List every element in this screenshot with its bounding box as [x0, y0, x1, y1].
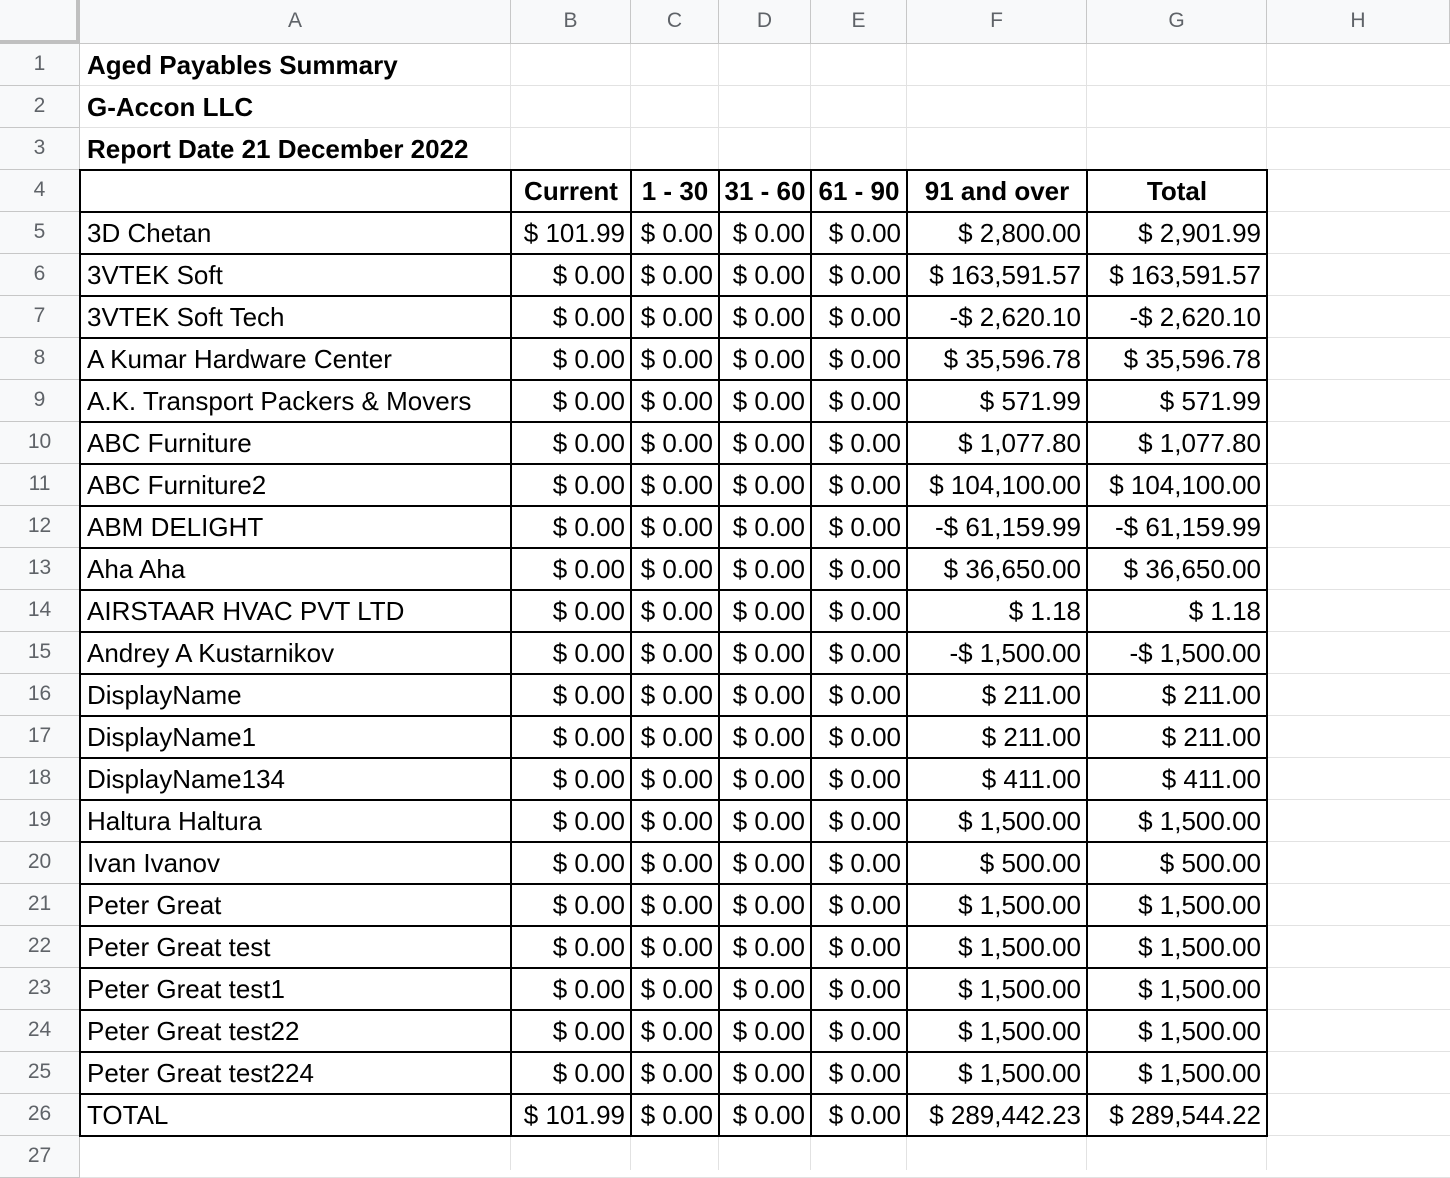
amount-cell[interactable]: $ 0.00	[640, 470, 713, 500]
table-border	[80, 673, 1268, 675]
amount-cell[interactable]: $ 0.00	[640, 218, 713, 248]
amount-cell[interactable]: $ 0.00	[552, 554, 625, 584]
table-border	[510, 169, 512, 1137]
vendor-name-cell[interactable]: 3D Chetan	[87, 218, 212, 248]
table-border	[80, 379, 1268, 381]
table-border	[80, 1135, 1268, 1137]
amount-cell[interactable]: $ 500.00	[979, 848, 1081, 878]
amount-cell[interactable]: $ 0.00	[640, 764, 713, 794]
amount-cell[interactable]: $ 0.00	[640, 932, 713, 962]
amount-cell[interactable]: $ 0.00	[828, 260, 901, 290]
amount-cell[interactable]: $ 0.00	[732, 1016, 805, 1046]
vendor-name-cell[interactable]: A Kumar Hardware Center	[87, 344, 392, 374]
amount-cell[interactable]: $ 1,077.80	[958, 428, 1081, 458]
amount-cell[interactable]: $ 1.18	[1008, 596, 1081, 626]
amount-cell[interactable]: $ 0.00	[828, 344, 901, 374]
table-border	[1266, 169, 1268, 1137]
amount-cell[interactable]: $ 0.00	[732, 932, 805, 962]
table-border	[1086, 169, 1088, 1137]
amount-cell[interactable]: $ 35,596.78	[943, 344, 1081, 374]
amount-cell[interactable]: $ 0.00	[732, 386, 805, 416]
amount-cell[interactable]: $ 0.00	[552, 344, 625, 374]
column-header-c[interactable]: C	[631, 0, 719, 44]
row-header-24[interactable]: 24	[0, 1010, 80, 1052]
amount-cell[interactable]: $ 0.00	[552, 722, 625, 752]
amount-cell[interactable]: $ 0.00	[640, 680, 713, 710]
amount-cell[interactable]: $ 1,500.00	[1138, 1016, 1261, 1046]
amount-cell[interactable]: $ 0.00	[552, 638, 625, 668]
amount-cell[interactable]: $ 2,800.00	[958, 218, 1081, 248]
vendor-name-cell[interactable]: Peter Great test22	[87, 1016, 300, 1046]
amount-cell[interactable]: $ 411.00	[1161, 764, 1261, 794]
amount-cell[interactable]: $ 0.00	[828, 680, 901, 710]
table-border	[80, 1093, 1268, 1095]
row-header-5[interactable]: 5	[0, 212, 80, 254]
table-border	[80, 841, 1268, 843]
amount-cell[interactable]: $ 211.00	[981, 722, 1081, 752]
row-header-15[interactable]: 15	[0, 632, 80, 674]
amount-cell[interactable]: $ 0.00	[828, 302, 901, 332]
report-date[interactable]: Report Date 21 December 2022	[87, 134, 469, 164]
amount-cell[interactable]: $ 0.00	[640, 596, 713, 626]
amount-cell[interactable]: $ 0.00	[732, 722, 805, 752]
column-header-b[interactable]: B	[511, 0, 631, 44]
amount-cell[interactable]: -$ 1,500.00	[1129, 638, 1261, 668]
table-border	[630, 169, 632, 1137]
amount-cell[interactable]: $ 0.00	[828, 428, 901, 458]
amount-cell[interactable]: $ 0.00	[732, 638, 805, 668]
vendor-name-cell[interactable]: A.K. Transport Packers & Movers	[87, 386, 472, 416]
report-title[interactable]: Aged Payables Summary	[87, 50, 398, 80]
amount-cell[interactable]: $ 104,100.00	[1109, 470, 1261, 500]
vendor-name-cell[interactable]: ABC Furniture2	[87, 470, 267, 500]
amount-cell[interactable]: $ 0.00	[552, 386, 625, 416]
amount-cell[interactable]: $ 1,500.00	[958, 1016, 1081, 1046]
amount-cell[interactable]: $ 36,650.00	[1123, 554, 1261, 584]
amount-cell[interactable]: $ 0.00	[828, 1016, 901, 1046]
table-border	[906, 169, 908, 1137]
amount-cell[interactable]: $ 0.00	[640, 512, 713, 542]
select-all-corner[interactable]	[0, 0, 80, 44]
amount-cell[interactable]: $ 211.00	[1161, 680, 1261, 710]
amount-cell[interactable]: $ 0.00	[732, 554, 805, 584]
vendor-name-cell[interactable]: 3VTEK Soft Tech	[87, 302, 285, 332]
amount-cell[interactable]: $ 0.00	[552, 512, 625, 542]
row-header-8[interactable]: 8	[0, 338, 80, 380]
amount-cell[interactable]: $ 0.00	[552, 932, 625, 962]
row-header-19[interactable]: 19	[0, 800, 80, 842]
amount-cell[interactable]: $ 1,500.00	[958, 890, 1081, 920]
amount-cell[interactable]: $ 0.00	[828, 764, 901, 794]
amount-cell[interactable]: $ 0.00	[552, 302, 625, 332]
amount-cell[interactable]: $ 0.00	[828, 470, 901, 500]
table-header-3[interactable]: 31 - 60	[724, 176, 806, 206]
amount-cell[interactable]: $ 0.00	[552, 680, 625, 710]
vendor-name-cell[interactable]: DisplayName134	[87, 764, 285, 794]
amount-cell[interactable]: $ 0.00	[828, 722, 901, 752]
amount-cell[interactable]: $ 0.00	[828, 974, 901, 1004]
row-header-26[interactable]: 26	[0, 1094, 80, 1136]
column-header-f[interactable]: F	[907, 0, 1087, 44]
amount-cell[interactable]: $ 0.00	[828, 512, 901, 542]
amount-cell[interactable]: $ 0.00	[552, 890, 625, 920]
table-border	[80, 169, 1268, 171]
vendor-name-cell[interactable]: Ivan Ivanov	[87, 848, 220, 878]
column-header-e[interactable]: E	[811, 0, 907, 44]
amount-cell[interactable]: $ 1,500.00	[958, 932, 1081, 962]
amount-cell[interactable]: $ 1,500.00	[1138, 806, 1261, 836]
amount-cell[interactable]: $ 0.00	[732, 218, 805, 248]
amount-cell[interactable]: $ 0.00	[640, 638, 713, 668]
table-border	[80, 883, 1268, 885]
table-border	[810, 169, 812, 1137]
amount-cell[interactable]: $ 1,077.80	[1138, 428, 1261, 458]
amount-cell[interactable]: $ 0.00	[552, 1058, 625, 1088]
amount-cell[interactable]: $ 0.00	[828, 596, 901, 626]
table-header-2[interactable]: 1 - 30	[641, 176, 709, 206]
vendor-name-cell[interactable]: DisplayName1	[87, 722, 257, 752]
amount-cell[interactable]: $ 0.00	[828, 1058, 901, 1088]
row-header-23[interactable]: 23	[0, 968, 80, 1010]
table-header-0[interactable]	[80, 170, 511, 212]
amount-cell[interactable]: $ 0.00	[732, 890, 805, 920]
amount-cell[interactable]: $ 289,442.23	[929, 1100, 1081, 1130]
amount-cell[interactable]: $ 500.00	[1159, 848, 1261, 878]
amount-cell[interactable]: $ 1,500.00	[958, 974, 1081, 1004]
row-header-4[interactable]: 4	[0, 170, 80, 212]
amount-cell[interactable]: -$ 1,500.00	[949, 638, 1081, 668]
row-header-2[interactable]: 2	[0, 86, 80, 128]
amount-cell[interactable]: $ 1.18	[1188, 596, 1261, 626]
amount-cell[interactable]: $ 0.00	[732, 1058, 805, 1088]
amount-cell[interactable]: $ 0.00	[640, 890, 713, 920]
row-header-6[interactable]: 6	[0, 254, 80, 296]
amount-cell[interactable]: $ 0.00	[732, 470, 805, 500]
amount-cell[interactable]: $ 104,100.00	[929, 470, 1081, 500]
amount-cell[interactable]: $ 0.00	[732, 806, 805, 836]
amount-cell[interactable]: $ 1,500.00	[1138, 1058, 1261, 1088]
amount-cell[interactable]: $ 1,500.00	[958, 806, 1081, 836]
amount-cell[interactable]: $ 101.99	[523, 1100, 625, 1130]
amount-cell[interactable]: $ 0.00	[640, 344, 713, 374]
amount-cell[interactable]: $ 0.00	[828, 806, 901, 836]
amount-cell[interactable]: $ 0.00	[828, 932, 901, 962]
row-header-3[interactable]: 3	[0, 128, 80, 170]
amount-cell[interactable]: $ 411.00	[981, 764, 1081, 794]
amount-cell[interactable]: $ 0.00	[640, 554, 713, 584]
amount-cell[interactable]: $ 1,500.00	[1138, 890, 1261, 920]
table-border	[80, 967, 1268, 969]
amount-cell[interactable]: $ 571.99	[979, 386, 1081, 416]
amount-cell[interactable]: $ 1,500.00	[1138, 932, 1261, 962]
amount-cell[interactable]: $ 163,591.57	[929, 260, 1081, 290]
table-border	[80, 715, 1268, 717]
row-header-11[interactable]: 11	[0, 464, 80, 506]
vendor-name-cell[interactable]: Peter Great	[87, 890, 222, 920]
amount-cell[interactable]: $ 0.00	[552, 974, 625, 1004]
table-header-5[interactable]: 91 and over	[924, 176, 1070, 206]
vendor-name-cell[interactable]: Aha Aha	[87, 554, 186, 584]
vendor-name-cell[interactable]: Andrey A Kustarnikov	[87, 638, 335, 668]
row-header-20[interactable]: 20	[0, 842, 80, 884]
amount-cell[interactable]: $ 0.00	[640, 1100, 713, 1130]
amount-cell[interactable]: $ 35,596.78	[1123, 344, 1261, 374]
amount-cell[interactable]: $ 289,544.22	[1109, 1100, 1261, 1130]
row-header-7[interactable]: 7	[0, 296, 80, 338]
amount-cell[interactable]: $ 1,500.00	[958, 1058, 1081, 1088]
amount-cell[interactable]: $ 101.99	[523, 218, 625, 248]
row-header-13[interactable]: 13	[0, 548, 80, 590]
table-border	[80, 505, 1268, 507]
amount-cell[interactable]: $ 0.00	[640, 722, 713, 752]
amount-cell[interactable]: $ 0.00	[552, 596, 625, 626]
table-border	[80, 589, 1268, 591]
amount-cell[interactable]: $ 163,591.57	[1109, 260, 1261, 290]
vendor-name-cell[interactable]: ABC Furniture	[87, 428, 252, 458]
amount-cell[interactable]: $ 571.99	[1159, 386, 1261, 416]
amount-cell[interactable]: $ 2,901.99	[1138, 218, 1261, 248]
column-header-g[interactable]: G	[1087, 0, 1267, 44]
table-border	[80, 337, 1268, 339]
table-border	[80, 631, 1268, 633]
amount-cell[interactable]: $ 0.00	[828, 554, 901, 584]
amount-cell[interactable]: $ 0.00	[732, 680, 805, 710]
amount-cell[interactable]: $ 0.00	[640, 806, 713, 836]
table-header-4[interactable]: 61 - 90	[818, 176, 900, 206]
amount-cell[interactable]: $ 0.00	[732, 260, 805, 290]
amount-cell[interactable]: $ 0.00	[640, 974, 713, 1004]
amount-cell[interactable]: $ 0.00	[640, 386, 713, 416]
row-header-14[interactable]: 14	[0, 590, 80, 632]
amount-cell[interactable]: $ 0.00	[552, 1016, 625, 1046]
amount-cell[interactable]: $ 1,500.00	[1138, 974, 1261, 1004]
amount-cell[interactable]: $ 0.00	[732, 848, 805, 878]
amount-cell[interactable]: $ 0.00	[732, 1100, 805, 1130]
row-header-1[interactable]: 1	[0, 44, 80, 86]
amount-cell[interactable]: $ 0.00	[828, 1100, 901, 1130]
amount-cell[interactable]: $ 0.00	[640, 1016, 713, 1046]
vendor-name-cell[interactable]: Peter Great test	[87, 932, 271, 962]
table-border	[80, 925, 1268, 927]
vendor-name-cell[interactable]: Haltura Haltura	[87, 806, 262, 836]
table-border	[80, 547, 1268, 549]
amount-cell[interactable]: $ 0.00	[552, 806, 625, 836]
table-header-1[interactable]: Current	[524, 176, 618, 206]
table-border	[79, 169, 81, 1137]
table-border	[80, 421, 1268, 423]
row-header-21[interactable]: 21	[0, 884, 80, 926]
table-border	[80, 211, 1268, 213]
amount-cell[interactable]: $ 0.00	[828, 386, 901, 416]
amount-cell[interactable]: $ 0.00	[828, 638, 901, 668]
amount-cell[interactable]: $ 0.00	[552, 470, 625, 500]
amount-cell[interactable]: $ 0.00	[640, 302, 713, 332]
amount-cell[interactable]: $ 0.00	[640, 260, 713, 290]
amount-cell[interactable]: $ 211.00	[981, 680, 1081, 710]
amount-cell[interactable]: -$ 2,620.10	[1129, 302, 1261, 332]
amount-cell[interactable]: $ 0.00	[640, 428, 713, 458]
vendor-name-cell[interactable]: Peter Great test1	[87, 974, 285, 1004]
vendor-name-cell[interactable]: AIRSTAAR HVAC PVT LTD	[87, 596, 405, 626]
amount-cell[interactable]: $ 0.00	[732, 974, 805, 1004]
amount-cell[interactable]: $ 0.00	[732, 512, 805, 542]
row-header-9[interactable]: 9	[0, 380, 80, 422]
amount-cell[interactable]: $ 0.00	[732, 596, 805, 626]
vendor-name-cell[interactable]: TOTAL	[87, 1100, 169, 1130]
amount-cell[interactable]: $ 36,650.00	[943, 554, 1081, 584]
amount-cell[interactable]: $ 0.00	[552, 764, 625, 794]
amount-cell[interactable]: $ 0.00	[732, 764, 805, 794]
row-header-27[interactable]: 27	[0, 1136, 80, 1178]
amount-cell[interactable]: $ 0.00	[552, 848, 625, 878]
company-name[interactable]: G-Accon LLC	[87, 92, 254, 122]
amount-cell[interactable]: $ 0.00	[552, 260, 625, 290]
table-header-6[interactable]: Total	[1146, 176, 1208, 206]
vendor-name-cell[interactable]: Peter Great test224	[87, 1058, 314, 1088]
row-header-18[interactable]: 18	[0, 758, 80, 800]
row-header-25[interactable]: 25	[0, 1052, 80, 1094]
amount-cell[interactable]: $ 0.00	[640, 848, 713, 878]
column-header-a[interactable]: A	[80, 0, 511, 44]
row-header-22[interactable]: 22	[0, 926, 80, 968]
table-border	[80, 295, 1268, 297]
table-border	[80, 757, 1268, 759]
column-header-h[interactable]: H	[1267, 0, 1450, 44]
amount-cell[interactable]: $ 0.00	[828, 890, 901, 920]
amount-cell[interactable]: -$ 61,159.99	[934, 512, 1081, 542]
amount-cell[interactable]: $ 0.00	[732, 302, 805, 332]
table-border	[80, 1051, 1268, 1053]
table-border	[80, 1009, 1268, 1011]
column-header-d[interactable]: D	[719, 0, 811, 44]
amount-cell[interactable]: -$ 2,620.10	[949, 302, 1081, 332]
amount-cell[interactable]: $ 0.00	[552, 428, 625, 458]
amount-cell[interactable]: -$ 61,159.99	[1114, 512, 1261, 542]
vendor-name-cell[interactable]: DisplayName	[87, 680, 242, 710]
row-header-16[interactable]: 16	[0, 674, 80, 716]
row-header-10[interactable]: 10	[0, 422, 80, 464]
table-border	[718, 169, 720, 1137]
vendor-name-cell[interactable]: ABM DELIGHT	[87, 512, 264, 542]
amount-cell[interactable]: $ 0.00	[828, 218, 901, 248]
amount-cell[interactable]: $ 0.00	[828, 848, 901, 878]
row-header-17[interactable]: 17	[0, 716, 80, 758]
table-border	[80, 253, 1268, 255]
row-header-12[interactable]: 12	[0, 506, 80, 548]
table-border	[80, 463, 1268, 465]
amount-cell[interactable]: $ 211.00	[1161, 722, 1261, 752]
vendor-name-cell[interactable]: 3VTEK Soft	[87, 260, 223, 290]
amount-cell[interactable]: $ 0.00	[732, 344, 805, 374]
amount-cell[interactable]: $ 0.00	[732, 428, 805, 458]
table-border	[80, 799, 1268, 801]
amount-cell[interactable]: $ 0.00	[640, 1058, 713, 1088]
